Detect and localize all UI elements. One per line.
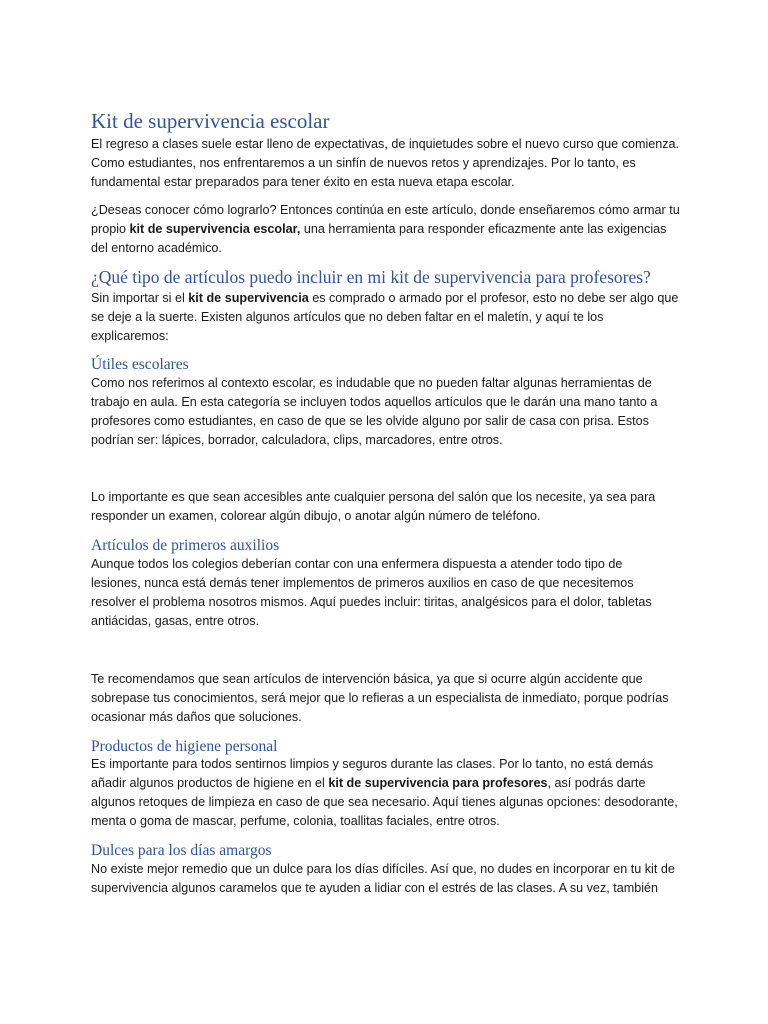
intro-1-line-1: El regreso a clases suele estar lleno de expectativas, de inquietudes sobre el nuevo curso que comienza.: [91, 137, 680, 151]
higiene-line-2-start: añadir algunos productos de higiene en el: [91, 776, 329, 790]
dulces-line-2: supervivencia algunos caramelos que te ayuden a lidiar con el estrés de las clases. A su vez, también: [91, 881, 659, 895]
auxilios-heading: Artículos de primeros auxilios: [91, 537, 280, 554]
higiene-line-3: algunos retoques de limpieza en caso de que sea necesario. Aquí tienes algunas opciones: desodorante,: [91, 795, 678, 809]
dulces-heading: Dulces para los días amargos: [91, 842, 272, 859]
intro-1-line-3: fundamental estar preparados para tener éxito en esta nueva etapa escolar.: [91, 175, 515, 189]
intro-2-line-1: ¿Deseas conocer cómo lograrlo? Entonces continúa en este artículo, donde enseñaremos cómo armar tu: [91, 203, 680, 217]
section-intro-line-1-start: Sin importar si el: [91, 291, 189, 305]
utiles-p2-line-1: Lo importante es que sean accesibles ante cualquier persona del salón que los necesite, ya sea para: [91, 490, 656, 504]
higiene-line-2-end: , así podrás darte: [547, 776, 646, 790]
section-heading: ¿Qué tipo de artículos puedo incluir en mi kit de supervivencia para profesores?: [91, 267, 651, 287]
auxilios-p1-line-1: Aunque todos los colegios deberían contar con una enfermera dispuesta a atender todo tipo de: [91, 557, 623, 571]
utiles-p1-line-4: podrían ser: lápices, borrador, calculadora, clips, marcadores, entre otros.: [91, 433, 503, 447]
section-intro-bold-kit: kit de supervivencia: [188, 291, 309, 305]
higiene-line-1: Es importante para todos sentirnos limpios y seguros durante las clases. Por lo tanto, no está demás: [91, 757, 654, 771]
higiene-heading: Productos de higiene personal: [91, 738, 278, 755]
intro-2-line-2-end: una herramienta para responder eficazmente ante las exigencias: [300, 222, 667, 236]
intro-2-line-2: [91, 223, 666, 236]
section-intro-line-3: explicaremos:: [91, 329, 169, 343]
intro-2-line-3: del entorno académico.: [91, 241, 222, 255]
auxilios-p1-line-3: resolver el problema nosotros mismos. Aquí puedes incluir: tiritas, analgésicos para el dolor, tabletas: [91, 595, 652, 609]
auxilios-p2-line-3: ocasionar más daños que soluciones.: [91, 710, 302, 724]
auxilios-p1-line-2: lesiones, nunca está demás tener implementos de primeros auxilios en caso de que necesitemos: [91, 576, 634, 590]
document-title: Kit de supervivencia escolar: [91, 109, 330, 133]
higiene-line-2: [91, 777, 645, 790]
dulces-line-1: No existe mejor remedio que un dulce para los días difíciles. Así que, no dudes en incorporar en tu kit de: [91, 862, 675, 876]
utiles-p2-line-2: responder un examen, colorear algún dibujo, o anotar algún número de teléfono.: [91, 509, 541, 523]
auxilios-p1-line-4: antiácidas, gasas, entre otros.: [91, 614, 260, 628]
intro-1-line-2: Como estudiantes, nos enfrentaremos a un sinfín de nuevos retos y aprendizajes. Por lo tanto, es: [91, 156, 636, 170]
section-intro-line-2: se deje a la suerte. Existen algunos artículos que no deben faltar en el maletín, y aquí te los: [91, 310, 604, 324]
intro-2-bold-kit: kit de supervivencia escolar,: [129, 222, 301, 236]
section-intro-line-1-end: es comprado o armado por el profesor, esto no debe ser algo que: [308, 291, 679, 305]
auxilios-p2-line-2: sobrepase tus conocimientos, será mejor que lo refieras a un especialista de inmediato, porque podrías: [91, 691, 669, 705]
auxilios-p2-line-1: Te recomendamos que sean artículos de intervención básica, ya que si ocurre algún accidente que: [91, 672, 643, 686]
utiles-p1-line-1: Como nos referimos al contexto escolar, es indudable que no pueden faltar algunas herramientas de: [91, 376, 652, 390]
utiles-p1-line-2: trabajo en aula. En esta categoría se incluyen todos aquellos artículos que le darán una mano tanto a: [91, 395, 658, 409]
utiles-p1-line-3: profesores como estudiantes, en caso de que se les olvide alguno por salir de casa con prisa. Estos: [91, 414, 649, 428]
utiles-heading: Útiles escolares: [91, 356, 189, 373]
section-intro-line-1: [91, 292, 678, 305]
higiene-bold-kit: kit de supervivencia para profesores: [328, 776, 548, 790]
higiene-line-4: menta o goma de mascar, perfume, colonia, toallitas faciales, entre otros.: [91, 814, 500, 828]
intro-2-line-2-start: propio: [91, 222, 130, 236]
